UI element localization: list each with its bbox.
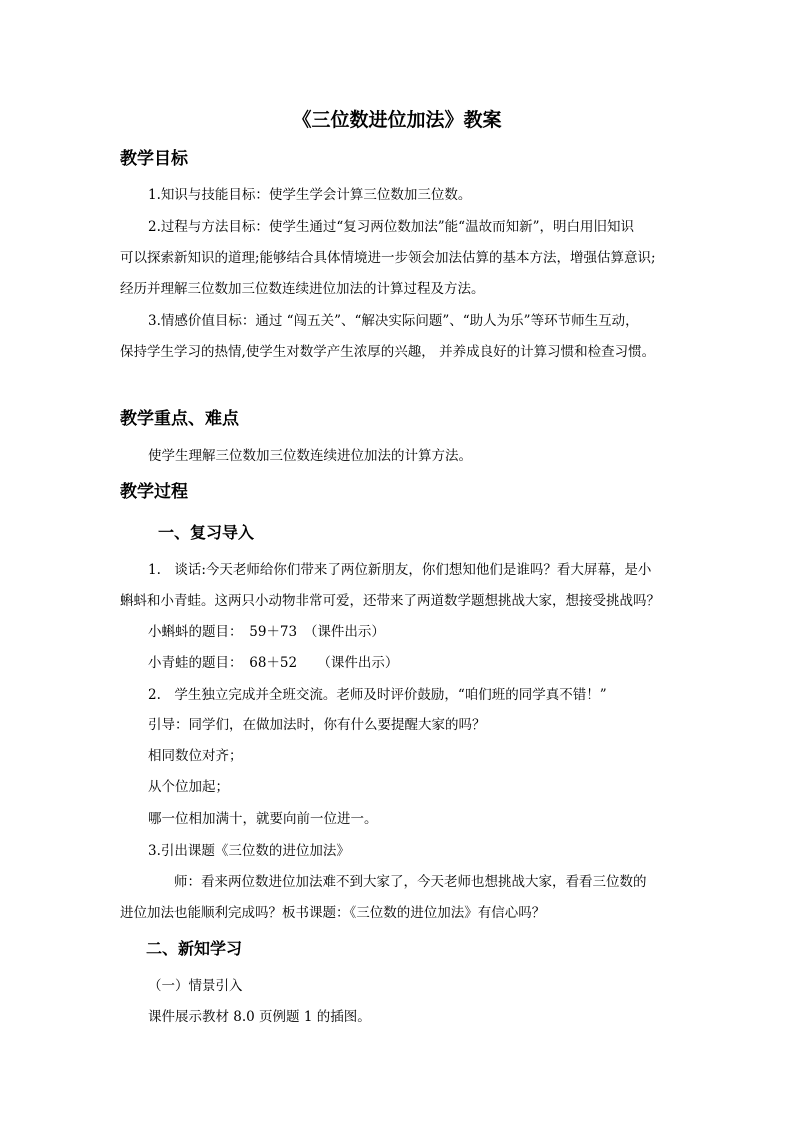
answer-carry-over: 哪一位相加满十，就要向前一位进一。 [148, 811, 378, 827]
teacher-line-2: 进位加法也能顺利完成吗？板书课题：《三位数的进位加法》有信心吗？ [120, 905, 546, 921]
objective-2-line-3: 经历并理解三位数加三位数连续进位加法的计算过程及方法。 [120, 281, 485, 297]
objective-2-line-2: 可以探索新知识的道理;能够结合具体情境进一步领会加法估算的基本方法，增强估算意识; [120, 250, 656, 266]
objective-3-line-2: 保持学生学习的热情,使学生对数学产生浓厚的兴趣， 并养成良好的计算习惯和检查习惯。 [120, 344, 656, 360]
step-2-text: 2. 学生独立完成并全班交流。老师及时评价鼓励，“咱们班的同学真不错！” [148, 687, 607, 703]
process-heading: 教学过程 [120, 482, 188, 502]
talk-line-2: 蝌蚪和小青蛙。这两只小动物非常可爱，还带来了两道数学题想挑战大家，想接受挑战吗？ [120, 593, 660, 609]
objectives-heading: 教学目标 [120, 149, 188, 169]
talk-line-1: 1. 谈话:今天老师给你们带来了两位新朋友，你们想知他们是谁吗？看大屏幕，是小 [148, 562, 652, 578]
scenario-intro-text: 课件展示教材 8.0 页例题 1 的插图。 [148, 1009, 371, 1025]
answer-start-ones: 从个位加起； [148, 779, 229, 795]
review-intro-heading: 一、复习导入 [158, 523, 255, 542]
frog-problem: 小青蛙的题目： 68＋52 （课件出示） [148, 655, 399, 671]
teacher-line-1: 师：看来两位数进位加法难不到大家了，今天老师也想挑战大家，看看三位数的 [174, 874, 647, 890]
key-points-text: 使学生理解三位数加三位数连续进位加法的计算方法。 [148, 448, 472, 464]
scenario-intro-heading: （一）情景引入 [148, 978, 243, 994]
objective-3-line-1: 3.情感价值目标：通过 “闯五关”、“解决实际问题”、“助人为乐”等环节师生互动， [148, 313, 639, 329]
objective-2-line-1: 2.过程与方法目标：使学生通过“复习两位数加法”能“温故而知新”，明白用旧知识 [148, 219, 634, 235]
key-points-heading: 教学重点、难点 [120, 409, 239, 429]
objective-1: 1.知识与技能目标：使学生学会计算三位数加三位数。 [148, 187, 472, 203]
guide-question: 引导：同学们，在做加法时，你有什么要提醒大家的吗？ [148, 717, 486, 733]
tadpole-problem: 小蝌蚪的题目： 59＋73 （课件出示） [148, 624, 385, 640]
answer-align-digits: 相同数位对齐； [148, 748, 243, 764]
document-title: 《三位数进位加法》教案 [292, 109, 502, 131]
step-3-text: 3.引出课题《三位数的进位加法》 [148, 843, 350, 859]
new-learning-heading: 二、新知学习 [146, 939, 243, 958]
